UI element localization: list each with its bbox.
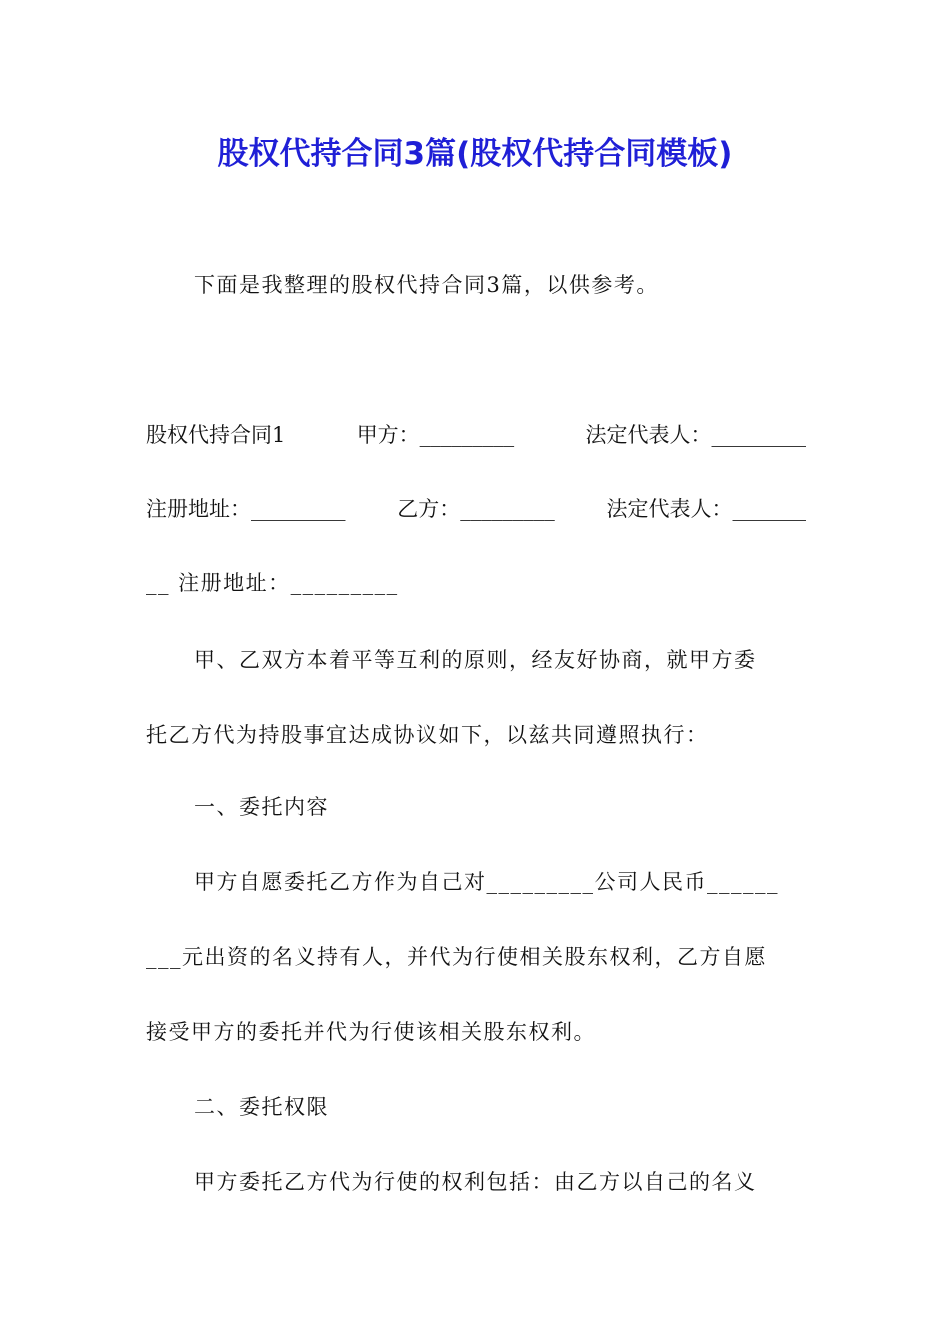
contract-header-line-1: [146, 419, 806, 451]
paragraph-line: 托乙方代为持股事宜达成协议如下，以兹共同遵照执行：: [146, 723, 709, 747]
section-heading-1: 一、委托内容: [194, 795, 329, 819]
paragraph-line: 甲、乙双方本着平等互利的原则，经友好协商，就甲方委: [194, 648, 757, 672]
intro-paragraph: 下面是我整理的股权代持合同3篇，以供参考。: [194, 273, 659, 297]
paragraph-line: 甲方自愿委托乙方作为自己对_________公司人民币______: [194, 870, 779, 894]
document-title: 股权代持合同3篇(股权代持合同模板): [217, 136, 733, 172]
legal-representative-b-field: 法定代表人：_______: [606, 497, 806, 521]
party-a-field: 甲方：_________: [356, 423, 515, 447]
contract-number-label: 股权代持合同1: [146, 423, 286, 447]
paragraph-line: 接受甲方的委托并代为行使该相关股东权利。: [146, 1020, 596, 1044]
legal-representative-a-field: 法定代表人：_________: [585, 423, 806, 447]
contract-header-line-2: [146, 493, 806, 525]
paragraph-line: 甲方委托乙方代为行使的权利包括：由乙方以自己的名义: [194, 1170, 757, 1194]
registered-address-b-field: __ 注册地址：_________: [146, 571, 399, 595]
paragraph-line: ___元出资的名义持有人，并代为行使相关股东权利，乙方自愿: [146, 945, 767, 969]
section-heading-2: 二、委托权限: [194, 1095, 329, 1119]
registered-address-a-field: 注册地址：_________: [146, 497, 346, 521]
party-b-field: 乙方：_________: [397, 497, 555, 521]
